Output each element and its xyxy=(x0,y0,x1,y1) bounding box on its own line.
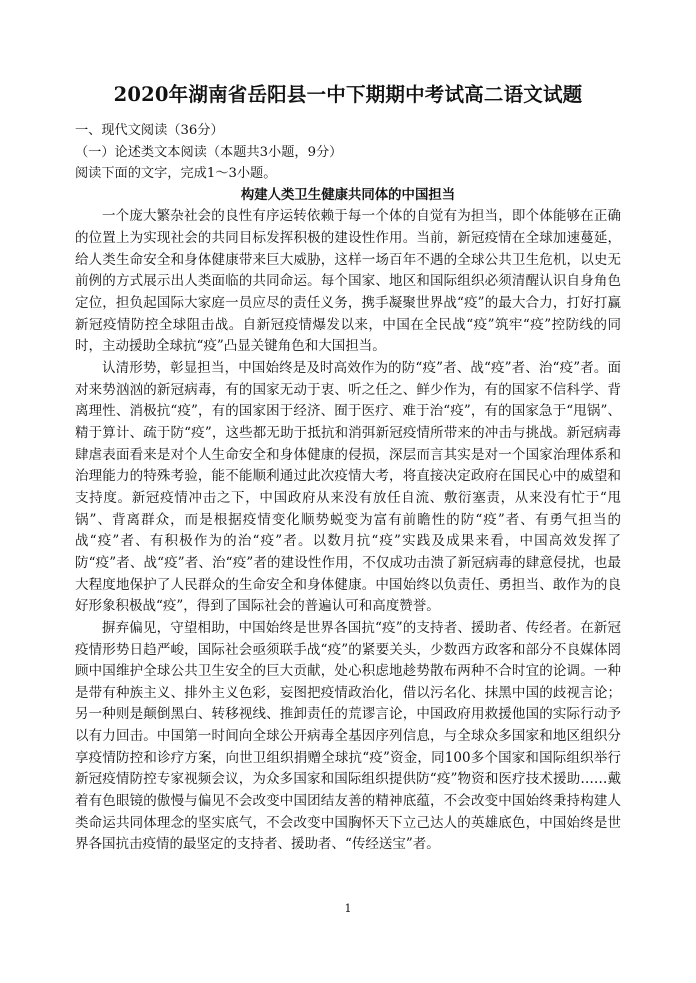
subsection-heading: （一）论述类文本阅读（本题共3小题，9分） xyxy=(75,144,343,160)
article-paragraph-3: 摒弃偏见，守望相助，中国始终是世界各国抗“疫”的支持者、援助者、传经者。在新冠疫情形势日趋严峻，国际社会亟须联手战“疫”的紧要关头，少数西方政客和部分不良媒体罔顾中国维护全球公共卫生安全的巨大贡献，处心积虑地趁势散布两种不合时宜的论调。一种是带有种族主义、排外主义色彩，妄图把疫情政治化，借以污名化、抹黑中国的歧视言论；另一种则是颠倒黑白、转移视线、推卸责任的荒谬言论，中国政府用救援他国的实际行动予以有力回击。中国第一时间向全球公开病毒全基因序列信息，与全球众多国家和地区组织分享疫情防控和诊疗方案，向世卫组织捐赠全球抗“疫”资金，同100多个国家和国际组织举行新冠疫情防控专家视频会议，为众多国家和国际组织提供防“疫”物资和医疗技术援助……戴着有色眼镜的傲慢与偏见不会改变中国团结友善的精神底蕴，不会改变中国始终秉持构建人类命运共同体理念的坚实底气，不会改变中国胸怀天下立己达人的英雄底色，中国始终是世界各国抗击疫情的最坚定的支持者、援助者、“传经送宝”者。 xyxy=(75,619,621,853)
page-number: 1 xyxy=(344,902,352,915)
article-title: 构建人类卫生健康共同体的中国担当 xyxy=(240,186,456,203)
document-page xyxy=(75,82,621,856)
reading-instruction: 阅读下面的文字，完成1～3小题。 xyxy=(75,166,277,182)
exam-title: 2020年湖南省岳阳县一中下期期中考试高二语文试题 xyxy=(113,83,583,106)
article-paragraph-2: 认清形势，彰显担当，中国始终是及时高效作为的防“疫”者、战“疫”者、治“疫”者。面对来势汹汹的新冠病毒，有的国家无动于衷、听之任之、鲜少作为，有的国家不信科学、背离理性、消极抗“疫”，有的国家困于经济、囿于医疗、难于治“疫”，有的国家急于“甩锅”、精于算计、疏于防“疫”，这些都无助于抵抗和消弭新冠疫情所带来的冲击与挑战。新冠病毒肆虐表面看来是对个人生命安全和身体健康的侵损，深层而言其实是对一个国家治理体系和治理能力的特殊考验，能不能顺利通过此次疫情大考，将直接决定政府在国民心中的威望和支持度。新冠疫情冲击之下，中国政府从来没有放任自流、敷衍塞责，从来没有忙于“甩锅”、背离群众，而是根据疫情变化顺势蜕变为富有前瞻性的防“疫”者、有勇气担当的战“疫”者、有积极作为的治“疫”者。以数月抗“疫”实践及成果来看，中国高效发挥了防“疫”者、战“疫”者、治“疫”者的建设性作用，不仅成功击溃了新冠病毒的肆意侵扰，也最大程度地保护了人民群众的生命安全和身体健康。中国始终以负责任、勇担当、敢作为的良好形象积极战“疫”，得到了国际社会的普遍认可和高度赞誉。 xyxy=(75,359,621,615)
article-paragraph-1: 一个庞大繁杂社会的良性有序运转依赖于每一个体的自觉有为担当，即个体能够在正确的位置上为实现社会的共同目标发挥积极的建设性作用。当前，新冠疫情在全球加速蔓延，给人类生命安全和身体健康带来巨大威胁，这样一场百年不遇的全球公共卫生危机，以史无前例的方式展示出人类面临的共同命运。每个国家、地区和国际组织必须清醒认识自身角色定位，担负起国际大家庭一员应尽的责任义务，携手凝聚世界战“疫”的最大合力，打好打赢新冠疫情防控全球阻击战。自新冠疫情爆发以来，中国在全民战“疫”筑牢“疫”控防线的同时，主动援助全球抗“疫”凸显关键角色和大国担当。 xyxy=(75,208,621,355)
section-heading: 一、现代文阅读（36分） xyxy=(75,123,224,138)
